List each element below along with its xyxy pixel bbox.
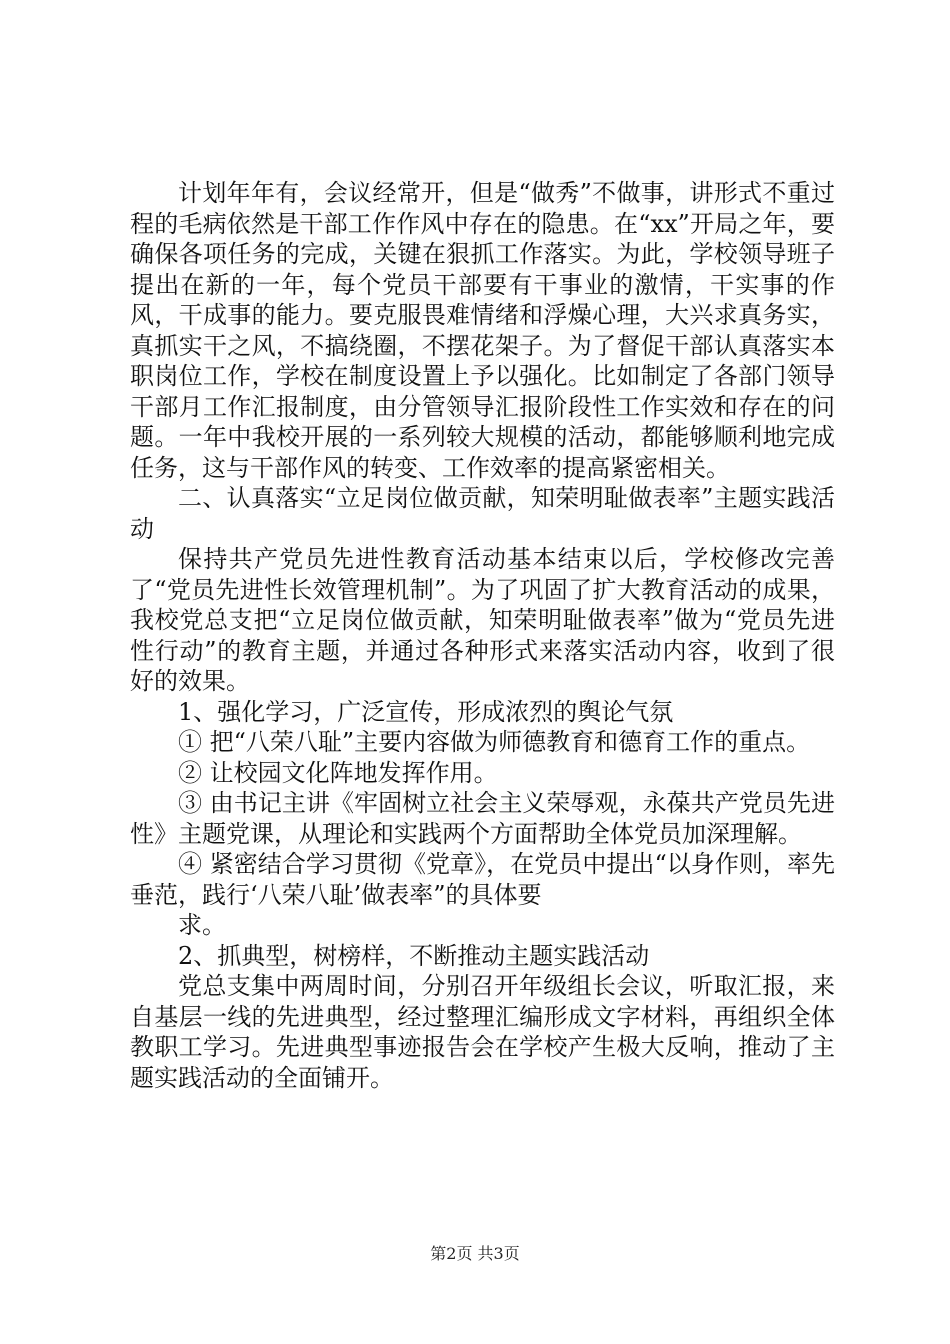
subheading-2: 2、抓典型，树榜样，不断推动主题实践活动 [178, 941, 650, 970]
paragraph-work-style: 计划年年有，会议经常开，但是“做秀”不做事，讲形式不重过程的毛病依然是干部工作作风中存在的隐患。在“xx”开局之年，要确保各项任务的完成，关键在狠抓工作落实。为此，学校领导班子提出在新的一年，每个党员干部要有干事业的激情，干实事的作风，干成事的能力。要克服畏难情绪和浮燥心理，大兴求真务实，真抓实干之风，不搞绕圈，不摆花架子。为了督促干部认真落实本职岗位工作，学校在制度设置上予以强化。比如制定了各部门领导干部月工作汇报制度，由分管领导汇报阶段性工作实效和存在的问题。一年中我校开展的一系列较大规模的活动，都能够顺利地完成任务，这与干部作风的转变、工作效率的提高紧密相关。 [130, 179, 835, 482]
subheading-1: 1、强化学习，广泛宣传，形成浓烈的舆论气氛 [178, 697, 674, 726]
list-item-3: ③ 由书记主讲《牢固树立社会主义荣辱观，永葆共产党员先进性》主题党课，从理论和实践两个方面帮助全体党员加深理解。 [130, 789, 835, 848]
paragraph-education-activity: 保持共产党员先进性教育活动基本结束以后，学校修改完善了“党员先进性长效管理机制”。为了巩固了扩大教育活动的成果，我校党总支把“立足岗位做贡献，知荣明耻做表率”做为“党员先进性行动”的教育主题，并通过各种形式来落实活动内容，收到了很好的效果。 [130, 545, 835, 695]
page-footer: 第2页 共3页 [430, 1244, 520, 1263]
list-item-4-continued: 求。 [178, 911, 226, 939]
section-heading-2: 二、认真落实“立足岗位做贡献，知荣明耻做表率”主题实践活动 [130, 484, 835, 543]
list-item-2: ② 让校园文化阵地发挥作用。 [178, 758, 498, 787]
document-body [130, 178, 835, 1093]
paragraph-typical-examples: 党总支集中两周时间，分别召开年级组长会议，听取汇报，来自基层一线的先进典型，经过整理汇编形成文字材料，再组织全体教职工学习。先进典型事迹报告会在学校产生极大反响，推动了主题实践活动的全面铺开。 [130, 972, 835, 1092]
list-item-4: ④ 紧密结合学习贯彻《党章》，在党员中提出“以身作则，率先垂范，践行‘八荣八耻’做表率”的具体要 [130, 850, 835, 909]
list-item-1: ① 把“八荣八耻”主要内容做为师德教育和德育工作的重点。 [178, 728, 811, 756]
